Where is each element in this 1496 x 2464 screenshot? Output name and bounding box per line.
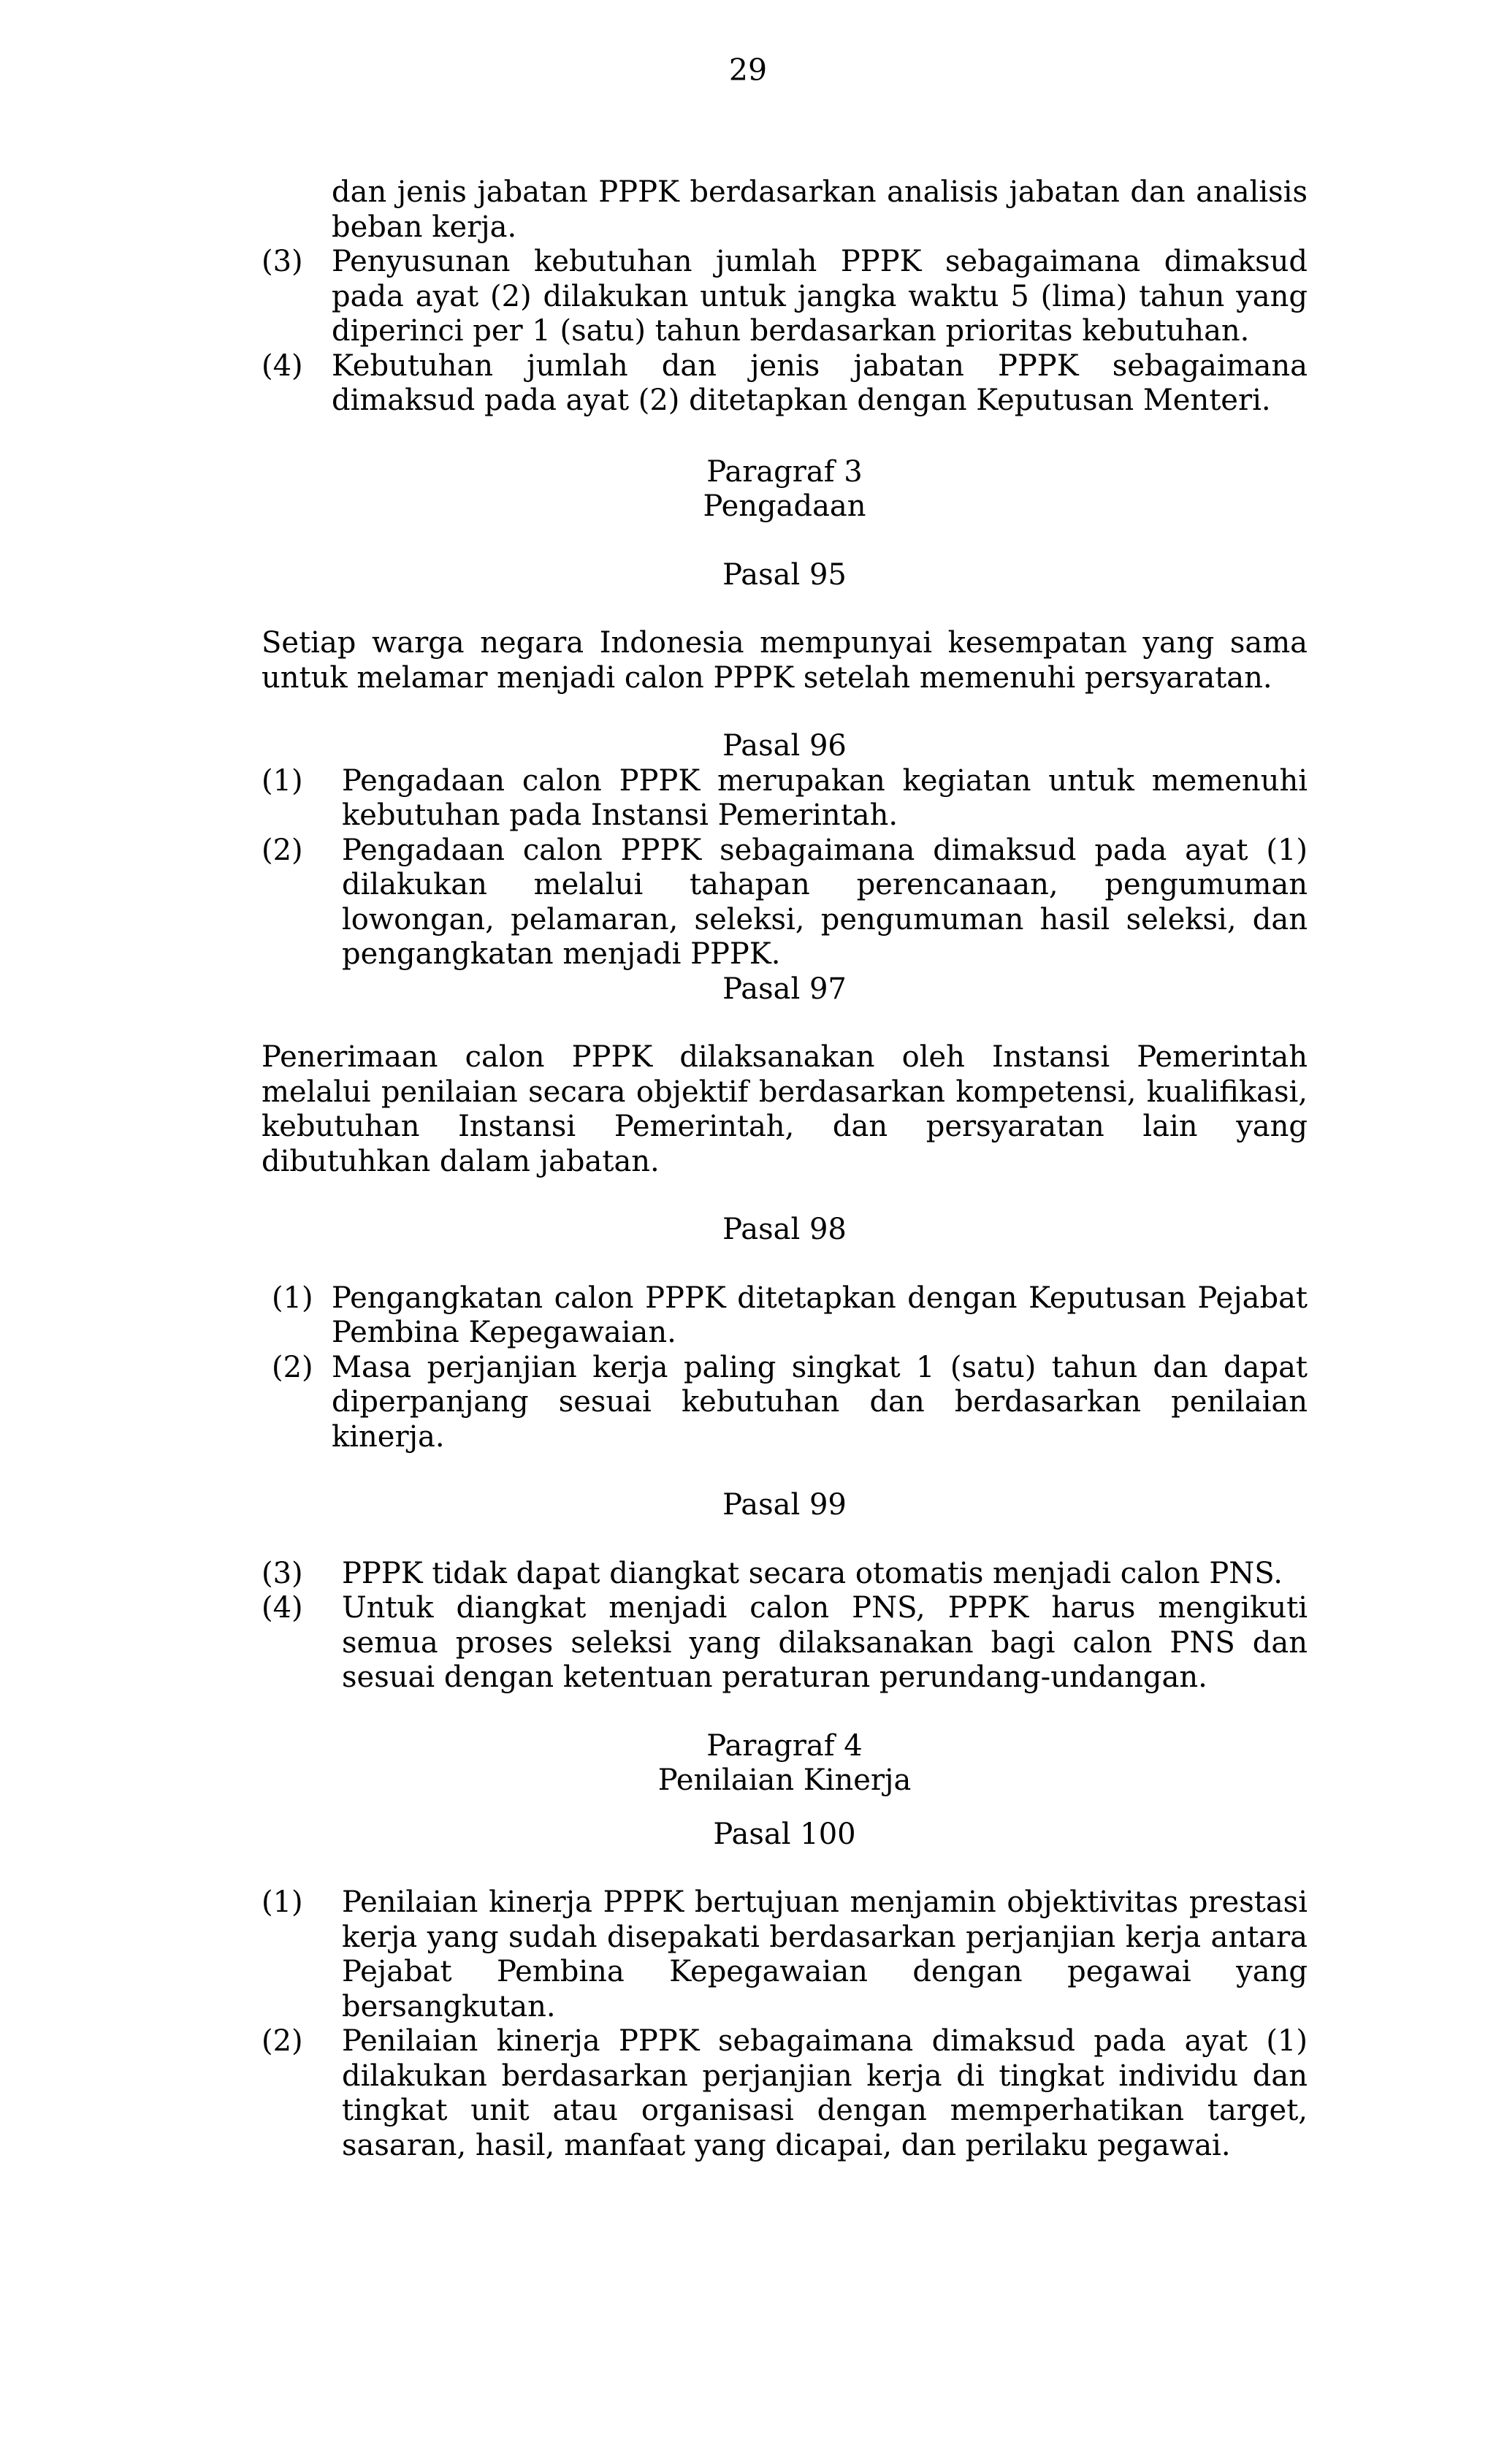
pasal-text: Penerimaan calon PPPK dilaksanakan oleh Instansi Pemerintah melalui penilaian secara objektif berdasarkan kompetensi, kualifikasi, kebutuhan Instansi Pemerintah, dan persyaratan lain yang dibutuhkan dalam jabatan.: [262, 1040, 1308, 1178]
item-number: (1): [262, 763, 303, 798]
item-text: Untuk diangkat menjadi calon PNS, PPPK harus mengikuti semua proses seleksi yang dilaksanakan bagi calon PNS dan sesuai dengan ketentuan peraturan perundang-undangan.: [342, 1591, 1308, 1694]
item-text: PPPK tidak dapat diangkat secara otomatis menjadi calon PNS.: [342, 1556, 1283, 1590]
item-number: (2): [262, 2024, 303, 2058]
item-number: (2): [272, 1350, 313, 1384]
pasal-title: Pasal 95: [722, 557, 847, 592]
list-item: [262, 1557, 1308, 1592]
item-text: Penilaian kinerja PPPK bertujuan menjamin objektivitas prestasi kerja yang sudah disepakati berdasarkan perjanjian kerja antara Pejabat Pembina Kepegawaian dengan pegawai yang bersangkutan.: [342, 1885, 1308, 2024]
item-number: (3): [262, 245, 303, 278]
item-number: (1): [272, 1281, 313, 1315]
paragraf-title: Penilaian Kinerja: [657, 1763, 912, 1797]
list-item: [262, 245, 1308, 349]
list-item: [262, 349, 1308, 419]
paragraf-label: Paragraf 3: [706, 454, 863, 489]
list-item: [262, 834, 1308, 972]
pasal-title: Pasal 99: [722, 1488, 847, 1522]
item-number: (3): [262, 1556, 303, 1590]
list-item: [262, 764, 1308, 834]
item-text: Kebutuhan jumlah dan jenis jabatan PPPK sebagaimana dimaksud pada ayat (2) ditetapkan dengan Keputusan Menteri.: [332, 348, 1308, 417]
list-item: [262, 1351, 1308, 1455]
pasal-title: Pasal 97: [722, 972, 847, 1006]
pasal-title: Pasal 98: [722, 1213, 847, 1246]
item-text: Masa perjanjian kerja paling singkat 1 (satu) tahun dan dapat diperpanjang sesuai kebutuhan dan berdasarkan penilaian kinerja.: [332, 1350, 1308, 1454]
pasal-text: Setiap warga negara Indonesia mempunyai kesempatan yang sama untuk melamar menjadi calon PPPK setelah memenuhi persyaratan.: [262, 626, 1308, 695]
list-item: [262, 1591, 1308, 1696]
pasal-title: Pasal 100: [713, 1817, 856, 1851]
item-text: Pengadaan calon PPPK sebagaimana dimaksud pada ayat (1) dilakukan melalui tahapan perencanaan, pengumuman lowongan, pelamaran, seleksi, pengumuman hasil seleksi, dan pengangkatan menjadi PPPK.: [342, 833, 1308, 971]
list-item: [262, 2024, 1308, 2163]
item-text: Penyusunan kebutuhan jumlah PPPK sebagaimana dimaksud pada ayat (2) dilakukan untuk jangka waktu 5 (lima) tahun yang diperinci per 1 (satu) tahun berdasarkan prioritas kebutuhan.: [332, 245, 1308, 348]
item-number: (4): [262, 1591, 303, 1625]
document-body: [262, 175, 1308, 2163]
list-item: [262, 1885, 1308, 2024]
item-number: (2): [262, 833, 303, 867]
item-number: (1): [262, 1885, 303, 1919]
list-item: [262, 1281, 1308, 1351]
pasal-title: Pasal 96: [722, 729, 847, 763]
paragraf-label: Paragraf 4: [706, 1728, 863, 1763]
item-text: Pengangkatan calon PPPK ditetapkan dengan Keputusan Pejabat Pembina Kepegawaian.: [332, 1281, 1308, 1349]
paragraf-title: Pengadaan: [703, 489, 866, 523]
continuation-text: dan jenis jabatan PPPK berdasarkan analisis jabatan dan analisis beban kerja.: [332, 175, 1308, 244]
item-text: Pengadaan calon PPPK merupakan kegiatan untuk memenuhi kebutuhan pada Instansi Pemerintah.: [342, 763, 1308, 832]
page-number: 29: [728, 53, 768, 88]
item-number: (4): [262, 348, 303, 383]
item-text: Penilaian kinerja PPPK sebagaimana dimaksud pada ayat (1) dilakukan berdasarkan perjanjian kerja di tingkat individu dan tingkat unit atau organisasi dengan memperhatikan target, sasaran, hasil, manfaat yang dicapai, dan perilaku pegawai.: [342, 2024, 1308, 2162]
